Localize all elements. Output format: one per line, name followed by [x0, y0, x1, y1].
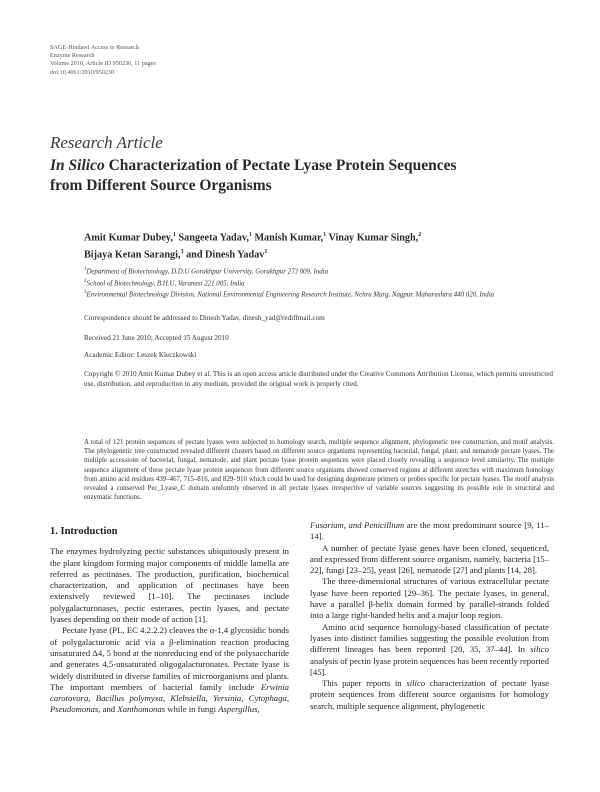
- paragraph: [310, 678, 549, 712]
- paragraph: The enzymes hydrolyzing pectic substances ubiquitously present in the plant kingdom forming major components of middle lamella are referred as pectinases. The production, purification, biochemical characterization, and application of pectinases have been extensively reviewed [1–10]. The pectinases include polygalacturonases, pectic esterases, pectin lyases, and pectate lyases depending on their mode of action [1].: [50, 546, 289, 625]
- paragraph: [310, 622, 549, 678]
- text-run: analysis of pectin lyase protein sequences has been recently reported [45].: [310, 655, 549, 677]
- taxon-names: Xanthomonas: [117, 704, 166, 715]
- taxon-names: Aspergillus,: [218, 704, 260, 715]
- header-line: doi:10.4061/2010/950230: [50, 68, 115, 76]
- author-affil-mark: 2: [418, 232, 422, 238]
- author-name: and Dinesh Yadav: [183, 249, 265, 261]
- affiliations: [84, 265, 554, 300]
- title-line2: from Different Source Organisms: [50, 177, 272, 194]
- taxon-names: Fusarium, and Penicillium: [310, 520, 405, 530]
- author-affil-mark: 3: [180, 249, 184, 256]
- paragraph: [310, 520, 549, 543]
- text-run: Amino acid sequence homology-based classification of pectate lyases into distinct families suggesting the possible evolution from different lineages has been reported [20, 35, 37–44]. In: [310, 621, 549, 655]
- affil-text: School of Biotechnology, B.H.U, Varanasi 221 005, India: [86, 279, 245, 287]
- taxon-names: Erwinia carotovora, Bacillus polymyxa, Klebsiella, Yersinia, Cytophaga, Pseudomonas,: [50, 681, 289, 715]
- header-line: Enzyme Research: [50, 52, 95, 60]
- author-name: Manish Kumar,: [251, 232, 324, 244]
- copyright-notice: Copyright © 2010 Amit Kumar Dubey et al. This is an open access article distributed under the Creative Commons Attribution License, which permits unrestricted use, distribution, and reproduction in any medium, provided the original work is properly cited.: [84, 370, 554, 388]
- affiliation: [84, 265, 554, 277]
- author-affil-mark: 1: [323, 232, 327, 238]
- received-dates: Received 21 June 2010; Accepted 15 August 2010: [84, 334, 229, 342]
- author-name: Sangeeta Yadav,: [175, 232, 249, 244]
- text-run: are the most predominant source [9, 11–14].: [310, 520, 549, 542]
- affil-mark: 3: [84, 290, 87, 295]
- left-column: [50, 520, 289, 716]
- abstract: A total of 121 protein sequences of pectate lyases were subjected to homology search, multiple sequence alignment, phylogenetic tree construction, and motif analysis. The phylogenetic tree constructed revealed different clusters based on different source organisms representing bacterial, fungal, plant, and nematode pectate lyases. The multiple accessions of bacterial, fungal, nematode, and plant pectate lyase protein sequences were placed closely revealing a sequence level similarity. The multiple sequence alignment of these pectate lyase protein sequences from different source organisms showed conserved regions at different stretches with maximum homology from amino acid residues 439–467, 715–816, and 829–910 which could be used for designing degenerate primers or probes specific for pectate lyases. The motif analysis revealed a conserved Pec_Lyase_C domain uniformly observed in all pectate lyases irrespective of variable sources suggesting its possible role in structural and enzymatic functions.: [84, 439, 554, 502]
- article-type: Research Article: [50, 133, 163, 152]
- author-affil-mark: 1: [264, 249, 268, 256]
- text-run: Pectate lyase (PL, EC 4.2.2.2) cleaves the α-1,4 glycosidic bonds of polygalacturonic acid via a β-elimination reaction producing unsaturated Δ4, 5 bond at the nonreducing end of the polysaccharide and generates 4,5-unsaturated oligogalacturonates. Pectate lyase is widely distributed in diverse families of microorganisms and plants. The important members of bacterial family include: [50, 625, 289, 692]
- academic-editor: Academic Editor: Leszek Kleczkowski: [84, 351, 197, 359]
- paragraph: The three-dimensional structures of various extracellular pectate lyase have been reported [29–36]. The pectate lyases, in general, have a parallel β-helix domain formed by parallel-strands folded into a large right-handed helix and a major loop region.: [310, 576, 549, 621]
- author-affil-mark: 1: [172, 232, 176, 238]
- title-line1: Characterization of Pectate Lyase Protein Sequences: [104, 157, 457, 174]
- affiliation: [84, 288, 554, 300]
- paper-title: [50, 156, 560, 196]
- author-affil-mark: 1: [248, 232, 252, 238]
- paragraph: [50, 625, 289, 715]
- header-line: Volume 2010, Article ID 950230, 11 pages: [50, 60, 156, 68]
- correspondence: Correspondence should be addressed to Dinesh Yadav, dinesh_yad@rediffmail.com: [84, 314, 325, 322]
- paragraph: A number of pectate lyase genes have been cloned, sequenced, and expressed from different source organism, namely, bacteria [15–22], fungi [23–25], yeast [26], nematode [27] and plants [14, 28].: [310, 542, 549, 576]
- author-list: [84, 228, 554, 263]
- author-name: Bijaya Ketan Sarangi,: [84, 249, 181, 261]
- author-name: Amit Kumar Dubey,: [84, 232, 173, 244]
- text-run: while in fungi: [165, 704, 219, 715]
- emphasis: silico: [406, 678, 426, 689]
- header-line: SAGE-Hindawi Access to Research: [50, 44, 139, 51]
- emphasis: silico: [530, 644, 549, 655]
- text-run: and: [100, 704, 118, 715]
- section-heading: 1. Introduction: [50, 526, 118, 537]
- text-run: This paper reports in: [322, 678, 407, 689]
- affiliation: [84, 277, 554, 289]
- right-column: [310, 520, 549, 712]
- affil-mark: 2: [84, 278, 87, 284]
- affil-text: Department of Biotechnology, D.D.U Gorakhpur University, Gorakhpur 273 009, India: [86, 268, 329, 276]
- title-italic: In Silico: [50, 157, 105, 174]
- affil-text: Environmental Biotechnology Division, National Environmental Engineering Research Institute, Nehru Marg, Nagpur, Maharashtra 440 020, India: [86, 291, 495, 299]
- text-run: characterization of pectate lyase protein sequences from different source organisms for homology search, multiple sequence alignment, phylogenetic: [310, 678, 549, 711]
- journal-header: [50, 44, 156, 77]
- author-name: Vinay Kumar Singh,: [326, 232, 419, 244]
- affil-mark: 1: [84, 267, 87, 272]
